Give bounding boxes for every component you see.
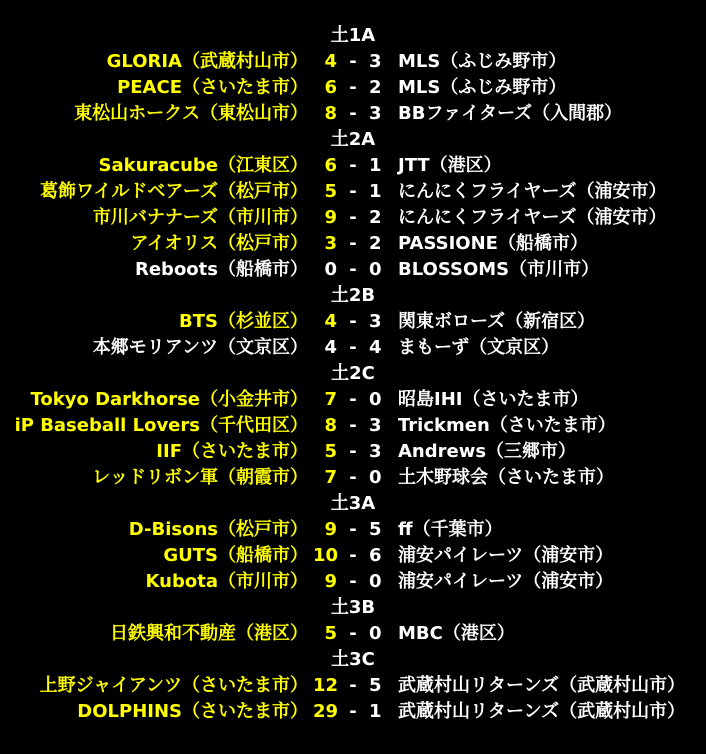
left-team-score: 6 — [324, 77, 337, 98]
left-team-name: iP Baseball Lovers（千代田区） — [14, 415, 308, 436]
match-row — [0, 153, 706, 179]
match-row — [0, 335, 706, 361]
left-team-name: 東松山ホークス（東松山市） — [74, 103, 308, 124]
left-team-name: DOLPHINS（さいたま市） — [77, 701, 308, 722]
right-team-name: 武蔵村山リターンズ（武蔵村山市） — [398, 701, 686, 722]
right-team-score: 3 — [369, 415, 382, 436]
right-team-name: MBC（港区） — [398, 623, 515, 644]
score-separator: - — [349, 181, 357, 202]
right-team-score: 1 — [369, 181, 382, 202]
score-separator: - — [349, 389, 357, 410]
score-separator: - — [349, 259, 357, 280]
section-header-label: 土2C — [331, 363, 375, 384]
league-section — [0, 595, 706, 647]
score-separator: - — [349, 571, 357, 592]
league-section — [0, 283, 706, 361]
league-section — [0, 127, 706, 283]
section-header-label: 土2A — [330, 129, 376, 150]
score-separator: - — [349, 545, 357, 566]
left-team-score: 8 — [324, 103, 337, 124]
match-row — [0, 439, 706, 465]
match-row — [0, 49, 706, 75]
league-section — [0, 23, 706, 127]
score-separator: - — [349, 675, 357, 696]
score-separator: - — [349, 467, 357, 488]
right-team-name: 関東ボローズ（新宿区） — [398, 311, 596, 332]
left-team-name: 葛飾ワイルドベアーズ（松戸市） — [39, 181, 308, 202]
league-section — [0, 491, 706, 595]
left-team-score: 5 — [324, 181, 337, 202]
left-team-score: 4 — [324, 311, 337, 332]
right-team-score: 3 — [369, 103, 382, 124]
score-separator: - — [349, 77, 357, 98]
left-team-score: 0 — [324, 259, 337, 280]
right-team-score: 0 — [369, 259, 382, 280]
section-header-label: 土3B — [330, 597, 376, 618]
score-separator: - — [349, 103, 357, 124]
left-team-score: 5 — [324, 623, 337, 644]
right-team-score: 1 — [369, 155, 382, 176]
score-separator: - — [349, 415, 357, 436]
left-team-score: 5 — [324, 441, 337, 462]
match-row — [0, 517, 706, 543]
match-row — [0, 465, 706, 491]
score-separator: - — [349, 155, 357, 176]
match-row — [0, 569, 706, 595]
match-row — [0, 257, 706, 283]
left-team-score: 9 — [324, 207, 337, 228]
match-row — [0, 101, 706, 127]
right-team-name: BBファイターズ（入間郡） — [398, 103, 623, 124]
left-team-score: 4 — [324, 337, 337, 358]
left-team-name: PEACE（さいたま市） — [117, 77, 308, 98]
score-separator: - — [349, 519, 357, 540]
section-header-label: 土1A — [330, 25, 376, 46]
left-team-score: 3 — [324, 233, 337, 254]
right-team-score: 3 — [369, 311, 382, 332]
left-team-score: 9 — [324, 571, 337, 592]
match-row — [0, 231, 706, 257]
match-row — [0, 179, 706, 205]
right-team-name: にんにくフライヤーズ（浦安市） — [398, 207, 667, 228]
right-team-score: 4 — [369, 337, 382, 358]
left-team-score: 4 — [324, 51, 337, 72]
left-team-score: 9 — [324, 519, 337, 540]
section-header-label: 土3A — [330, 493, 376, 514]
right-team-name: Andrews（三郷市） — [398, 441, 577, 462]
left-team-name: GLORIA（武蔵村山市） — [106, 51, 308, 72]
score-separator: - — [349, 701, 357, 722]
score-separator: - — [349, 51, 357, 72]
left-team-score: 7 — [324, 389, 337, 410]
match-row — [0, 699, 706, 725]
left-team-score: 10 — [313, 545, 339, 566]
left-team-name: IIF（さいたま市） — [156, 441, 308, 462]
right-team-name: 土木野球会（さいたま市） — [398, 467, 614, 488]
right-team-score: 2 — [369, 233, 382, 254]
right-team-name: BLOSSOMS（市川市） — [398, 259, 600, 280]
left-team-name: アイオリス（松戸市） — [130, 233, 308, 254]
score-separator: - — [349, 233, 357, 254]
right-team-name: にんにくフライヤーズ（浦安市） — [398, 181, 667, 202]
left-team-name: 本郷モリアンツ（文京区） — [92, 337, 308, 358]
right-team-name: 浦安パイレーツ（浦安市） — [398, 571, 614, 592]
right-team-name: MLS（ふじみ野市） — [398, 77, 567, 98]
right-team-name: 浦安パイレーツ（浦安市） — [398, 545, 614, 566]
left-team-score: 8 — [324, 415, 337, 436]
match-row — [0, 621, 706, 647]
right-team-name: 昭島IHI（さいたま市） — [398, 389, 589, 410]
left-team-name: レッドリボン軍（朝霞市） — [92, 467, 308, 488]
score-separator: - — [349, 311, 357, 332]
league-section — [0, 361, 706, 491]
score-separator: - — [349, 623, 357, 644]
right-team-name: Trickmen（さいたま市） — [398, 415, 616, 436]
left-team-name: Tokyo Darkhorse（小金井市） — [30, 389, 308, 410]
right-team-score: 1 — [369, 701, 382, 722]
section-header-label: 土3C — [331, 649, 375, 670]
left-team-score: 7 — [324, 467, 337, 488]
score-separator: - — [349, 337, 357, 358]
left-team-name: 上野ジャイアンツ（さいたま市） — [39, 675, 308, 696]
right-team-score: 3 — [369, 441, 382, 462]
score-separator: - — [349, 207, 357, 228]
right-team-score: 5 — [369, 675, 382, 696]
match-row — [0, 543, 706, 569]
right-team-score: 2 — [369, 207, 382, 228]
match-row — [0, 309, 706, 335]
right-team-score: 2 — [369, 77, 382, 98]
right-team-name: MLS（ふじみ野市） — [398, 51, 567, 72]
left-team-score: 29 — [313, 701, 339, 722]
right-team-score: 6 — [369, 545, 382, 566]
match-row — [0, 413, 706, 439]
right-team-name: ff（千葉市） — [398, 519, 503, 540]
right-team-score: 0 — [369, 623, 382, 644]
left-team-name: 市川バナナーズ（市川市） — [92, 207, 308, 228]
left-team-name: Reboots（船橋市） — [134, 259, 308, 280]
left-team-name: GUTS（船橋市） — [163, 545, 308, 566]
league-section — [0, 647, 706, 725]
match-row — [0, 205, 706, 231]
right-team-name: PASSIONE（船橋市） — [398, 233, 588, 254]
left-team-name: BTS（杉並区） — [179, 311, 308, 332]
match-row — [0, 673, 706, 699]
right-team-name: 武蔵村山リターンズ（武蔵村山市） — [398, 675, 686, 696]
right-team-score: 0 — [369, 389, 382, 410]
left-team-score: 12 — [313, 675, 339, 696]
left-team-name: Sakuracube（江東区） — [98, 155, 308, 176]
right-team-score: 0 — [369, 571, 382, 592]
right-team-name: JTT（港区） — [398, 155, 502, 176]
match-row — [0, 387, 706, 413]
right-team-score: 3 — [369, 51, 382, 72]
right-team-name: まもーず（文京区） — [398, 337, 560, 358]
match-row — [0, 75, 706, 101]
left-team-score: 6 — [324, 155, 337, 176]
left-team-name: Kubota（市川市） — [145, 571, 308, 592]
right-team-score: 0 — [369, 467, 382, 488]
left-team-name: D-Bisons（松戸市） — [128, 519, 308, 540]
section-header-label: 土2B — [330, 285, 376, 306]
right-team-score: 5 — [369, 519, 382, 540]
left-team-name: 日鉄興和不動産（港区） — [110, 623, 308, 644]
score-separator: - — [349, 441, 357, 462]
